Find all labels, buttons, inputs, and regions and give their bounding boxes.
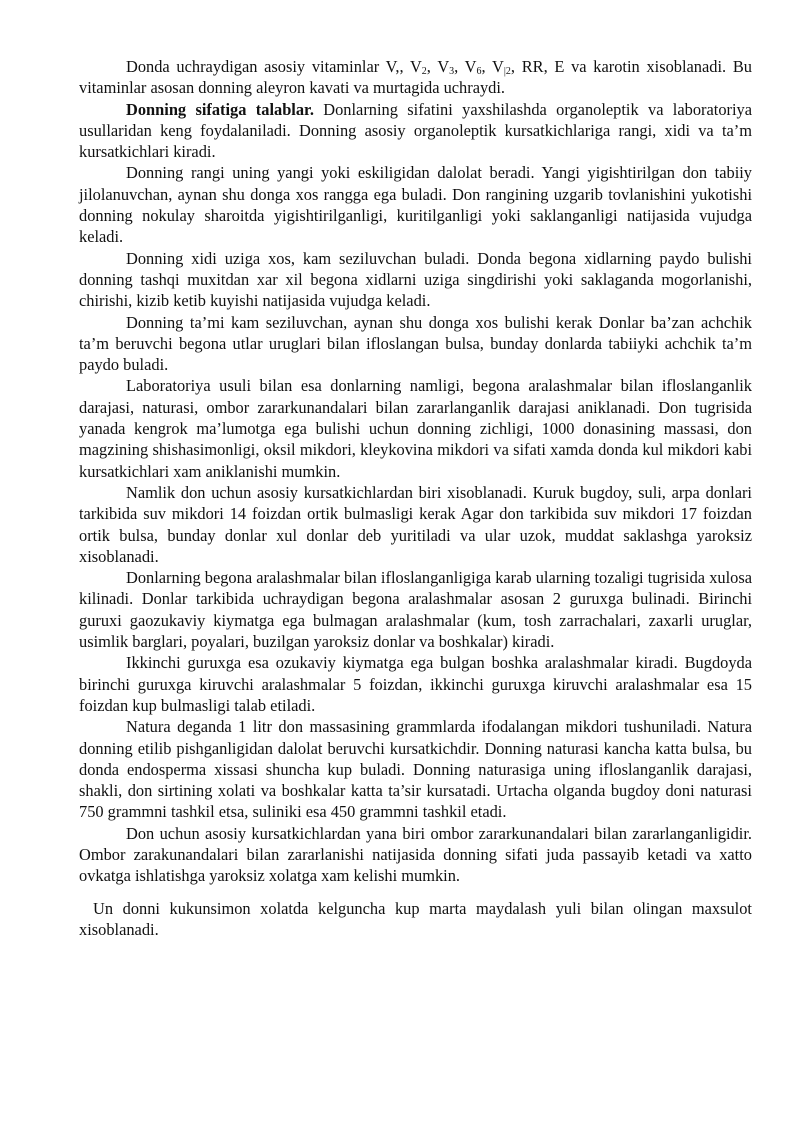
- paragraph-quality-requirements: [79, 99, 752, 163]
- paragraph-taste: Donning ta’mi kam seziluvchan, aynan shu donga xos bulishi kerak Donlar ba’zan achchik ta’m beruvchi begona utlar uruglari bilan ifloslangan bulsa, bunday donlarda tabiiyki achchik ta’m paydo buladi.: [79, 312, 752, 375]
- paragraph-flour: Un donni kukunsimon xolatda kelguncha kup marta maydalash yuli bilan olingan maxsulot xisoblanadi.: [79, 898, 752, 939]
- subscript: 2: [421, 66, 427, 77]
- subscript: 3: [449, 66, 455, 77]
- paragraph-second-group: Ikkinchi guruxga esa ozukaviy kiymatga ega bulgan boshka aralashmalar kiradi. Bugdoyda birinchi guruxga kiruvchi aralashmalar 5 foizdan, ikkinchi guruxga kiruvchi aralashmalar esa 15 foizdan kup bulmasligi talab etiladi.: [79, 653, 752, 715]
- text-segment: Donlarning sifatini yaxshilashda organoleptik va laboratoriya usullaridan keng foydalaniladi. Donning asosiy organoleptik kursatkichlariga rangi, xidi va ta’m kursatkichlari kiradi.: [79, 99, 752, 162]
- subscript: 6: [476, 66, 482, 77]
- paragraph-pests: Don uchun asosiy kursatkichlardan yana biri ombor zararkunandalari bilan zararlanganligidir. Ombor zarakunandalari bilan zararlanishi natijasida donning sifati juda passayib ketadi va xatto ovkatga ishlatishga yaroksiz xolatga xam kelishi mumkin.: [79, 823, 752, 886]
- paragraph-moisture: Namlik don uchun asosiy kursatkichlardan biri xisoblanadi. Kuruk bugdoy, suli, arpa donlari tarkibida suv mikdori 14 foizdan ortik bulmasligi kerak Agar don tarkibida suv mikdori 17 foizdan ortik bulsa, bunday donlar xul donlar deb yuritiladi va ular uzok, muddat saklashga yaroksiz xisoblanadi.: [79, 482, 752, 566]
- paragraph-natura: Natura deganda 1 litr don massasining grammlarda ifodalangan mikdori tushuniladi. Natura donning etilib pishganligidan dalolat beruvchi kursatkichdir. Donning naturasi kancha katta bulsa, bu donda endosperma xissasi shuncha kup buladi. Donning naturasiga uning ifloslanganlik darajasi, shakli, don sirtining xolati va boshkalar katta ta’sir kursatadi. Urtacha olganda bugdoy doni naturasi 750 grammni tashkil etsa, suliniki esa 450 grammni tashkil etadi.: [79, 717, 752, 822]
- section-heading: Donning sifatiga talablar.: [126, 99, 314, 119]
- paragraph-laboratory: Laboratoriya usuli bilan esa donlarning namligi, begona aralashmalar bilan ifloslanganlik darajasi, naturasi, ombor zararkunandalari bilan zararlanganlik darajasi aniklanadi. Don tugrisida yanada kengrok ma’lumotga ega bulishi uchun donning zichligi, 1000 donasining massasi, don magzining shishasimonligi, oksil mikdori, kleykovina mikdori va sifati xamda donda kul mikdori kabi kursatkichlari xam aniklanishi mumkin.: [79, 376, 752, 481]
- subscript: |2: [503, 66, 511, 77]
- text-segment: , V: [481, 57, 504, 76]
- document-page: [79, 56, 752, 940]
- paragraph-color: Donning rangi uning yangi yoki eskiligidan dalolat beradi. Yangi yigishtirilgan don tabiiy jilolanuvchan, aynan shu donga xos rangga ega buladi. Don rangining uzgarib tovlanishini yukotishi donning nokulay sharoitda yigishtirilganligi, kuritilganligi yoki saklanganligi natijasida vujudga keladi.: [79, 163, 752, 247]
- paragraph-impurities: Donlarning begona aralashmalar bilan ifloslanganligiga karab ularning tozaligi tugrisida xulosa kilinadi. Donlar tarkibida uchraydigan begona aralashmalar asosan 2 guruxga bulinadi. Birinchi guruxi gaozukaviy kiymatga ega bulmagan aralashmalar (kum, tosh zarrachalari, zaxarli uruglar, usimlik barglari, poyalari, buzilgan yaroksiz donlar va boshkalar) kiradi.: [79, 568, 752, 652]
- paragraph-smell: Donning xidi uziga xos, kam seziluvchan buladi. Donda begona xidlarning paydo bulishi donning tashqi muxitdan xar xil begona xidlarni uziga singdirishi yoki saklaganda mogorlanishi, chirishi, kizib ketib kuyishi natijasida vujudga keladi.: [79, 248, 752, 311]
- paragraph-vitamins: [79, 56, 752, 99]
- text-segment: , RR, E va karotin xisoblanadi. Bu vitaminlar asosan donning aleyron kavati va murtagida uchraydi.: [79, 57, 752, 98]
- text-segment: , V: [426, 57, 450, 76]
- text-segment: Donda uchraydigan asosiy vitaminlar V,, V: [126, 57, 422, 76]
- text-segment: , V: [454, 57, 477, 76]
